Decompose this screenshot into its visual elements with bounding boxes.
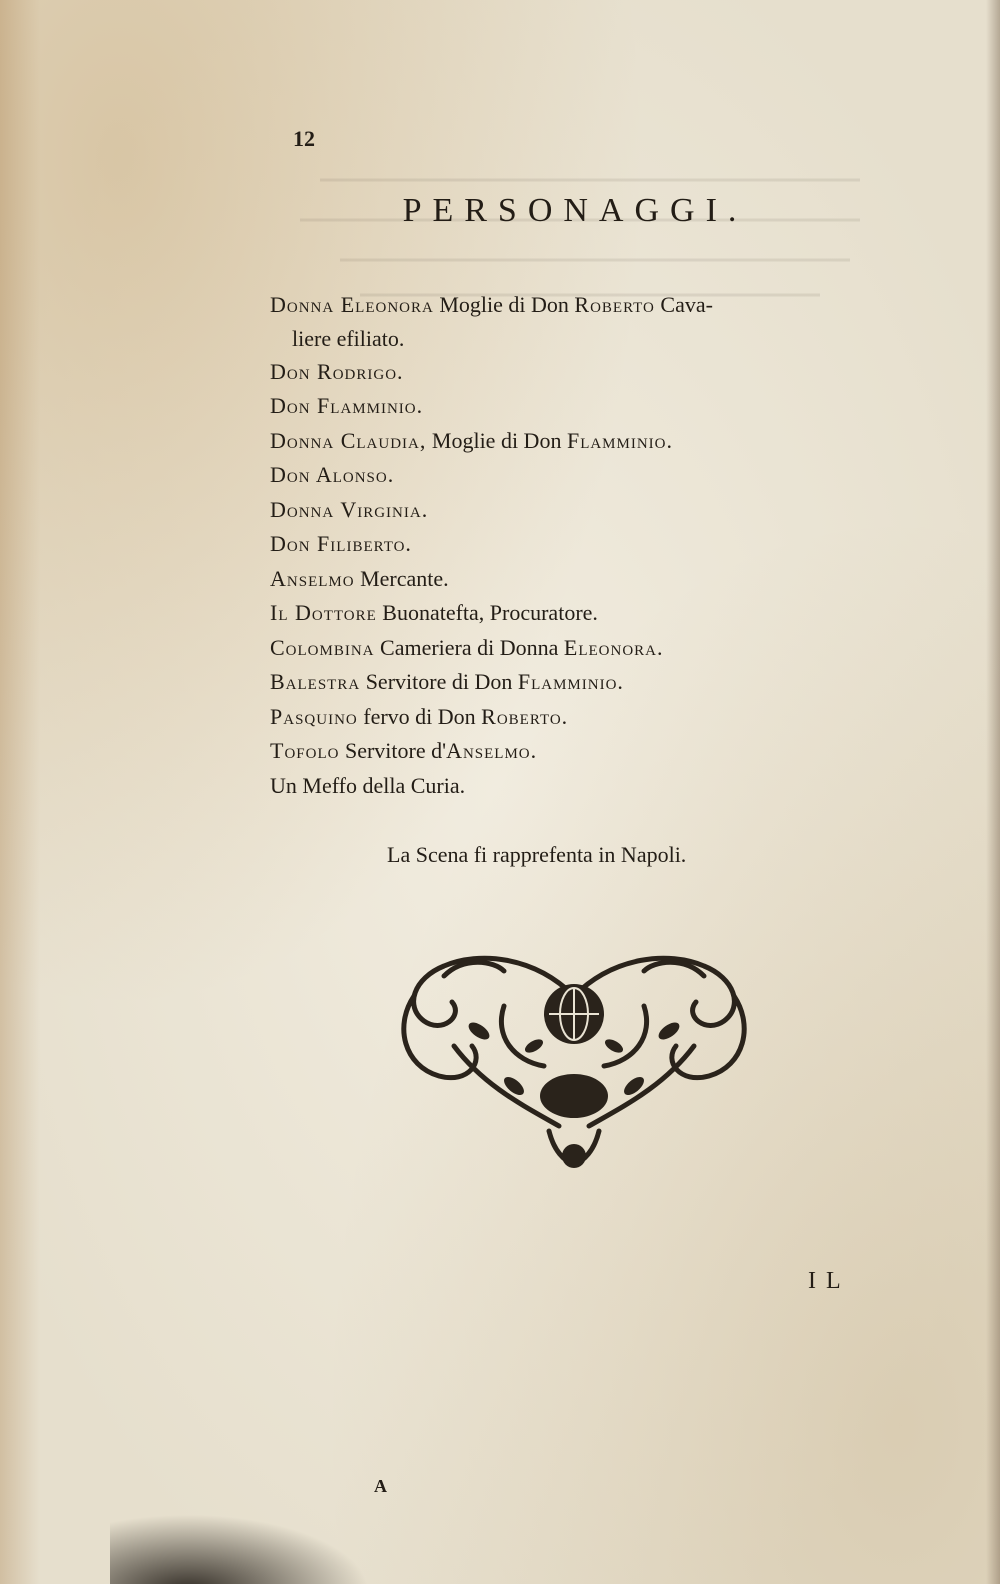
page-number: 12 xyxy=(293,126,315,151)
cast-entry xyxy=(270,631,890,666)
character-name-secondary: Anselmo. xyxy=(446,738,538,763)
cast-entry xyxy=(270,288,890,355)
character-name: Donna Eleonora xyxy=(270,292,434,317)
character-description-secondary: Cava- xyxy=(660,292,713,317)
cast-list xyxy=(270,288,890,803)
character-name: Don Rodrigo. xyxy=(270,358,404,384)
character-description: Meffo della Curia. xyxy=(302,772,466,798)
character-description: Cameriera di Donna xyxy=(380,634,559,660)
page-edge-stain xyxy=(0,0,40,1584)
character-description-continued: liere efiliato. xyxy=(292,325,405,351)
character-name: Tofolo xyxy=(270,738,340,763)
character-name: Donna Virginia. xyxy=(270,496,429,522)
cast-entry xyxy=(270,493,890,528)
cast-entry xyxy=(270,700,890,735)
character-description: Mercante. xyxy=(360,565,449,591)
character-name: Il Dottore xyxy=(270,600,377,625)
character-description: Servitore d' xyxy=(344,738,447,763)
cast-entry xyxy=(270,596,890,631)
character-description: Buonatefta, Procuratore. xyxy=(382,600,598,625)
character-name-secondary: Flamminio. xyxy=(517,669,624,694)
character-name-secondary: Roberto. xyxy=(481,703,569,729)
cast-entry xyxy=(270,734,890,769)
cast-entry xyxy=(270,424,890,459)
character-name: Don Alonso. xyxy=(270,462,395,487)
cast-entry xyxy=(270,562,890,597)
cast-entry xyxy=(270,355,890,390)
cast-entry xyxy=(270,527,890,562)
character-name: Un xyxy=(270,772,297,798)
character-name-secondary: Flamminio. xyxy=(566,427,674,453)
character-name: Donna Claudia, xyxy=(270,427,427,453)
scene-note: La Scena fi rapprefenta in Napoli. xyxy=(387,842,687,867)
character-name: Anselmo xyxy=(270,565,355,591)
cast-entry xyxy=(270,665,890,700)
cast-entry xyxy=(270,458,890,493)
character-description: Moglie di Don xyxy=(439,292,569,317)
character-name: Pasquino xyxy=(270,703,358,729)
signature-mark: A xyxy=(374,1476,387,1496)
cast-entry xyxy=(270,389,890,424)
character-name-secondary: Eleonora. xyxy=(563,634,664,660)
character-description: fervo di Don xyxy=(363,703,476,729)
character-description: Moglie di Don xyxy=(431,427,562,453)
character-description: Servitore di Don xyxy=(365,669,513,694)
catchword: IL xyxy=(808,1268,851,1294)
character-name-secondary: Roberto xyxy=(574,292,655,317)
character-name: Don Flamminio. xyxy=(270,393,424,418)
character-name: Balestra xyxy=(270,669,361,694)
character-name: Don Filiberto. xyxy=(270,531,412,556)
bleed-through-text xyxy=(300,160,860,307)
printer-ornament-icon xyxy=(384,936,764,1176)
character-name: Colombina xyxy=(270,634,375,660)
thumb-shadow xyxy=(110,1514,370,1584)
page-title: PERSONAGGI. xyxy=(402,192,748,229)
page-gutter-shadow xyxy=(986,0,1000,1584)
cast-entry xyxy=(270,769,890,804)
